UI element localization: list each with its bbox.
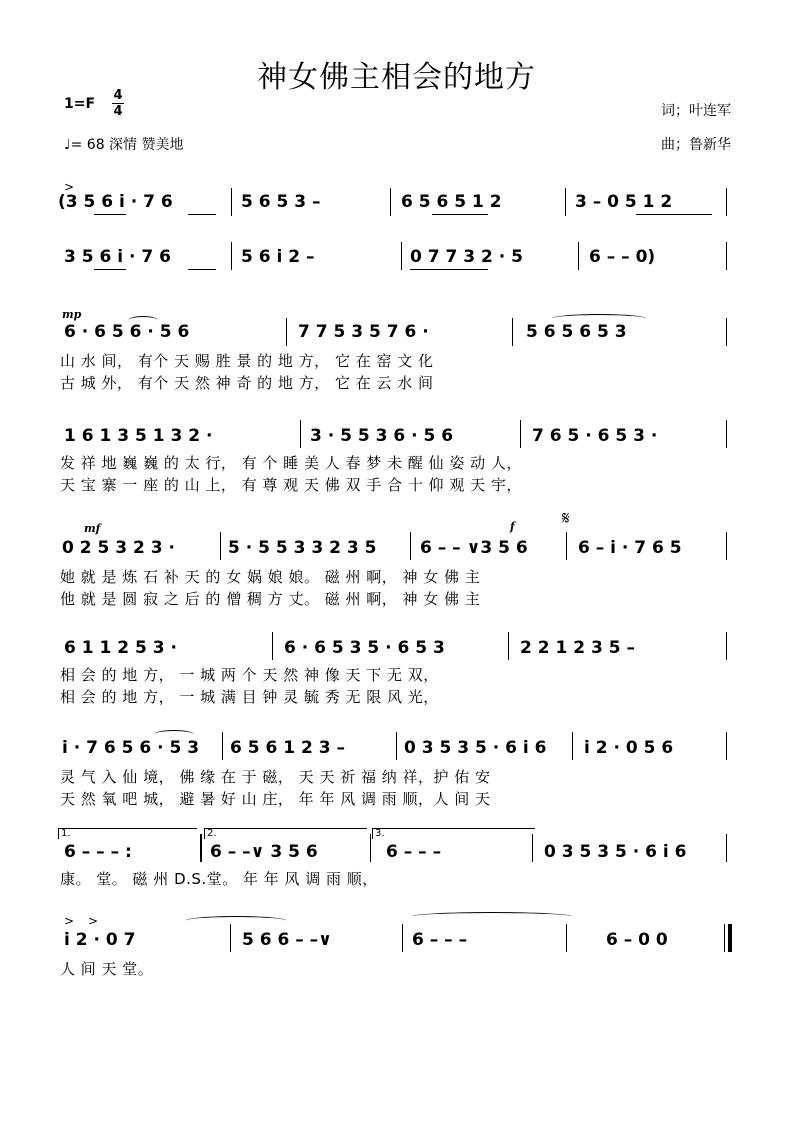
lyrics-verse-2: 古 城 外， 有个 天 然 神 奇 的 地 方， 它 在 云 水 间 [60, 374, 434, 392]
score-line-2 [58, 247, 738, 269]
measure: 5 6 6 – –∨ [242, 930, 332, 950]
measure: 3 · 5 5 3 6 · 5 6 [310, 426, 454, 446]
barline [566, 924, 567, 952]
lyrics-verse-2: 他 就 是 圆 寂 之 后 的 僧 稠 方 丈。 磁 州 啊， 神 女 佛 主 [60, 590, 481, 608]
barline [726, 318, 727, 346]
repeat-barline [200, 834, 202, 862]
measure: 5 · 5 5 3 3 2 3 5 [228, 538, 377, 558]
measure: 6 · 6 5 6 · 5 6 [64, 322, 190, 342]
measure: 6 – –∨ 3 5 6 [210, 842, 318, 862]
barline [390, 188, 391, 216]
barline [231, 188, 232, 216]
dynamic-mf: mf [84, 522, 101, 535]
measure: i 2 · 0 5 6 [584, 738, 674, 758]
slur [552, 314, 646, 323]
barline [572, 732, 573, 760]
measure: 6 – 0 0 [606, 930, 668, 950]
measure: 6 1 1 2 5 3 · [64, 638, 177, 658]
score-line-5 [58, 538, 738, 560]
beam [432, 214, 488, 215]
slur [154, 730, 194, 739]
barline [402, 924, 403, 952]
volta-ending-3: 3. [372, 828, 535, 839]
measure: 3 – 0 5 1 2 [575, 192, 673, 212]
barline [230, 924, 231, 952]
slur [412, 912, 572, 921]
accent-mark: > [64, 180, 75, 194]
measure: 6 5 6 5 1 2 [401, 192, 502, 212]
barline [272, 632, 273, 660]
slur [186, 916, 286, 925]
barline [401, 242, 402, 270]
beam [410, 269, 488, 270]
measure: 0 7 7 3 2 · 5 [410, 247, 523, 267]
score-line-6 [58, 638, 738, 660]
measure: 7 6 5 · 6 5 3 · [532, 426, 658, 446]
barline [726, 532, 727, 560]
score-line-1 [58, 192, 738, 214]
lyricist-credit: 词；叶连军 [661, 103, 731, 119]
barline [220, 532, 221, 560]
beam [94, 214, 126, 215]
measure: 5 6 5 6 5 3 [526, 322, 627, 342]
composer-credit: 曲；鲁新华 [661, 137, 731, 153]
lyrics-verse-1: 康。 堂。 磁 州 D.S.堂。 年 年 风 调 雨 顺， [60, 870, 378, 888]
beam [94, 269, 126, 270]
measure: 6 5 6 1 2 3 – [230, 738, 345, 758]
score-line-9 [58, 930, 738, 952]
barline [231, 242, 232, 270]
barline [396, 732, 397, 760]
final-barline [728, 924, 732, 952]
measure: i 2 · 0 7 [64, 930, 136, 950]
measure: 6 – i · 7 6 5 [578, 538, 682, 558]
lyrics-verse-1: 灵 气 入 仙 境， 佛 缘 在 于 磁， 天 天 祈 福 纳 祥，护 佑 安 [60, 768, 491, 786]
lyrics-verse-1: 人 间 天 堂。 [60, 960, 154, 978]
barline [508, 632, 509, 660]
barline [286, 318, 287, 346]
tempo-marking: ♩= 68 深情 赞美地 [64, 137, 184, 153]
measure: 5 6 i 2 – [241, 247, 315, 267]
time-denominator: 4 [113, 104, 123, 119]
time-numerator: 4 [113, 88, 123, 103]
key-signature: 1=F [64, 96, 96, 112]
barline [726, 834, 727, 862]
barline [520, 420, 521, 448]
lyrics-verse-2: 相 会 的 地 方， 一 城 满 目 钟 灵 毓 秀 无 限 风 光， [60, 688, 439, 706]
segno-sign: 𝄋 [562, 508, 570, 529]
measure: 6 – – – [386, 842, 442, 862]
lyrics-verse-2: 天 宝 寨 一 座 的 山 上， 有 尊 观 天 佛 双 手 合 十 仰 观 天 宇， [60, 476, 522, 494]
lyrics-verse-1: 山 水 间， 有个 天 赐 胜 景 的 地 方， 它 在 窑 文 化 [60, 352, 434, 370]
measure: 2 2 1 2 3 5 – [520, 638, 635, 658]
barline [726, 188, 727, 216]
score-line-3 [58, 322, 738, 344]
score-line-4 [58, 426, 738, 448]
beam [636, 214, 712, 215]
lyrics-verse-2: 天 然 氧 吧 城， 避 暑 好 山 庄， 年 年 风 调 雨 顺，人 间 天 [60, 790, 491, 808]
measure: 7 7 5 3 5 7 6 · [298, 322, 429, 342]
measure: 6 · 6 5 3 5 · 6 5 3 [284, 638, 445, 658]
volta-ending-2: 2. [204, 828, 367, 839]
barline [512, 318, 513, 346]
barline [726, 632, 727, 660]
lyrics-verse-1: 发 祥 地 巍 巍 的 太 行， 有 个 睡 美 人 春 梦 未 醒 仙 姿 动 人， [60, 454, 522, 472]
lyrics-verse-1: 相 会 的 地 方， 一 城 两 个 天 然 神 像 天 下 无 双， [60, 666, 439, 684]
time-signature [112, 88, 124, 119]
measure: 0 2 5 3 2 3 · [62, 538, 175, 558]
accent-mark: > [88, 914, 99, 928]
accent-mark: > [64, 914, 75, 928]
score-line-8 [58, 842, 738, 864]
barline [566, 532, 567, 560]
barline [300, 420, 301, 448]
measure: 0 3 5 3 5 · 6 i 6 [544, 842, 687, 862]
measure: 5 6 5 3 – [241, 192, 321, 212]
barline [565, 188, 566, 216]
slur [128, 316, 158, 325]
score-line-7 [58, 738, 738, 760]
song-title: 神女佛主相会的地方 [257, 60, 536, 95]
beam [188, 269, 216, 270]
barline [726, 420, 727, 448]
volta-ending-1: 1. [58, 828, 197, 839]
measure: 6 – – – : [64, 842, 132, 862]
barline [370, 834, 371, 862]
barline [726, 732, 727, 760]
measure: i · 7 6 5 6 · 5 3 [62, 738, 200, 758]
beam [188, 214, 216, 215]
measure: 6 – – 0) [589, 247, 656, 267]
barline [222, 732, 223, 760]
barline [578, 242, 579, 270]
measure: 1 6 1 3 5 1 3 2 · [64, 426, 213, 446]
barline [410, 532, 411, 560]
lyrics-verse-1: 她 就 是 炼 石 补 天 的 女 娲 娘 娘。 磁 州 啊， 神 女 佛 主 [60, 568, 481, 586]
dynamic-mp: mp [62, 308, 82, 321]
dynamic-f: f [510, 520, 515, 533]
measure: 3 5 6 i · 7 6 [64, 247, 171, 267]
measure: 0 3 5 3 5 · 6 i 6 [404, 738, 547, 758]
barline [532, 834, 533, 862]
measure: 6 – – – [412, 930, 468, 950]
barline [726, 242, 727, 270]
barline [724, 924, 725, 952]
measure: 6 – – ∨3 5 6 [420, 538, 528, 558]
measure: (3 5 6 i · 7 6 [58, 192, 173, 212]
